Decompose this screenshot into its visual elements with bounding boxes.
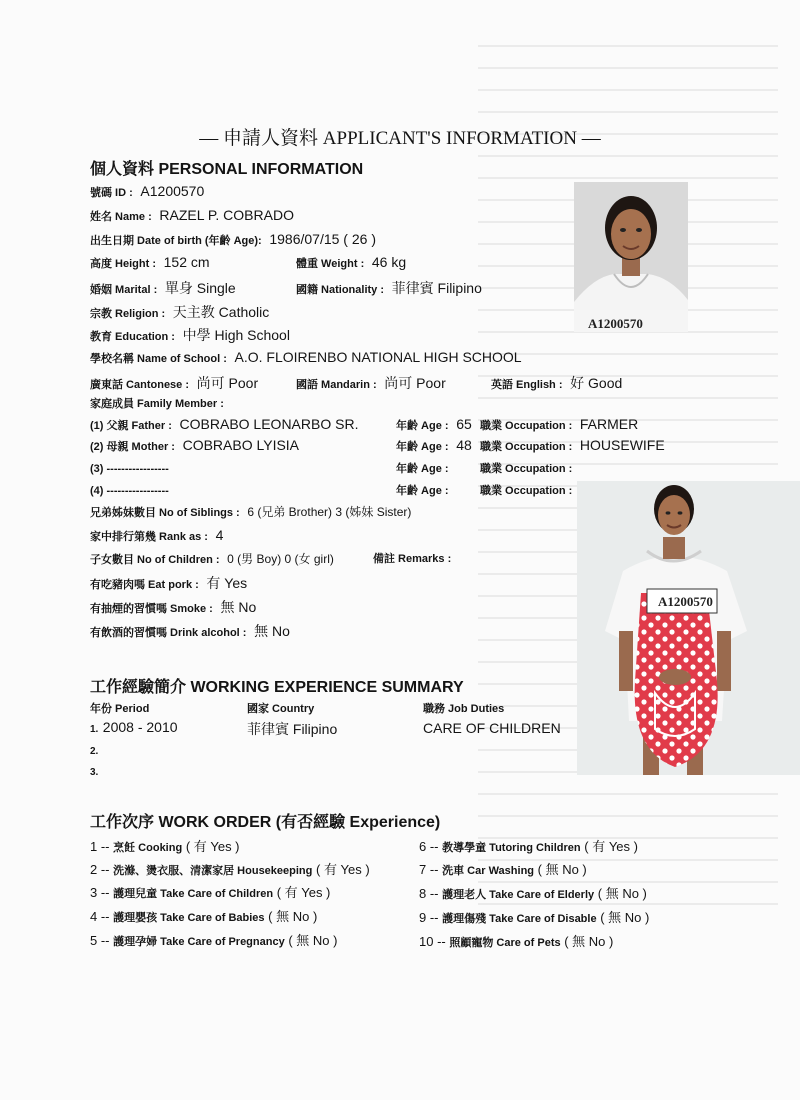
siblings-label: 兄弟姊妹數目 No of Siblings : <box>90 507 240 519</box>
family-age-mother: 年齡 Age : 48 <box>396 437 472 453</box>
id-row <box>90 183 204 200</box>
remarks-label: 備註 Remarks : <box>373 553 452 565</box>
col-country: 國家 Country <box>247 703 315 715</box>
family-occupation-father: 職業 Occupation : FARMER <box>480 416 639 432</box>
rank-row <box>90 527 223 544</box>
english-label: 英語 English : <box>491 379 563 391</box>
family-relation: (2) 母親 Mother : <box>90 441 175 453</box>
work-country: 菲律賓 Filipino <box>247 721 338 737</box>
weight-row <box>296 254 406 271</box>
family-occupation-3: 職業 Occupation : <box>480 463 573 475</box>
family-age-3: 年齡 Age : <box>396 463 449 475</box>
family-relation: (3) ----------------- <box>90 463 169 475</box>
religion-row <box>90 302 269 322</box>
drink-label: 有飲酒的習慣嗎 Drink alcohol : <box>90 627 247 639</box>
full-body-id-label: A1200570 <box>658 594 713 609</box>
work-order-item-2: 2 -- 洗滌、燙衣服、清潔家居 Housekeeping ( 有 Yes ) <box>90 862 370 877</box>
full-body-illustration <box>577 481 800 775</box>
work-order-item-1: 1 -- 烹飪 Cooking ( 有 Yes ) <box>90 839 240 854</box>
work-order-item-4: 4 -- 護理嬰孩 Take Care of Babies ( 無 No ) <box>90 909 318 924</box>
weight-value: 46 kg <box>371 254 407 270</box>
education-row <box>90 325 290 345</box>
mandarin-value: 尚可 Poor <box>384 375 446 391</box>
pork-label: 有吃豬肉嗎 Eat pork : <box>90 579 199 591</box>
drink-row <box>90 621 290 641</box>
headshot-id-label: A1200570 <box>588 316 643 331</box>
education-value: 中學 High School <box>182 327 290 343</box>
full-body-photo <box>577 481 800 775</box>
cantonese-row <box>90 373 258 393</box>
dob-row <box>90 231 376 248</box>
col-duties: 職務 Job Duties <box>423 703 505 715</box>
siblings-row <box>90 503 411 520</box>
name-row <box>90 207 294 224</box>
smoke-row <box>90 597 256 617</box>
col-period: 年份 Period <box>90 703 150 715</box>
children-value: 0 (男 Boy) 0 (女 girl) <box>227 552 334 566</box>
family-row-father <box>90 416 358 433</box>
nationality-label: 國籍 Nationality : <box>296 284 385 296</box>
family-relation: (4) ----------------- <box>90 485 169 497</box>
work-row-2: 2. <box>90 746 99 757</box>
name-label: 姓名 Name : <box>90 211 152 223</box>
height-value: 152 cm <box>163 254 210 270</box>
family-name: COBRABO LYISIA <box>182 437 300 453</box>
english-value: 好 Good <box>570 375 623 391</box>
working-heading: 工作經驗簡介 WORKING EXPERIENCE SUMMARY <box>90 679 464 696</box>
work-order-item-10: 10 -- 照顧寵物 Care of Pets ( 無 No ) <box>419 934 614 949</box>
id-value: A1200570 <box>140 183 205 199</box>
family-name: COBRABO LEONARBO SR. <box>179 416 359 432</box>
religion-label: 宗教 Religion : <box>90 308 166 320</box>
family-age-4: 年齡 Age : <box>396 485 449 497</box>
school-row <box>90 349 522 366</box>
height-label: 高度 Height : <box>90 258 156 270</box>
work-order-heading: 工作次序 WORK ORDER (有否經驗 Experience) <box>90 814 441 831</box>
children-label: 子女數目 No of Children : <box>90 554 220 566</box>
family-row-3 <box>90 460 169 475</box>
family-occupation-4: 職業 Occupation : <box>480 485 573 497</box>
work-order-item-7: 7 -- 洗車 Car Washing ( 無 No ) <box>419 862 587 877</box>
dob-value: 1986/07/15 ( 26 ) <box>269 231 376 247</box>
family-row-4 <box>90 482 169 497</box>
religion-value: 天主教 Catholic <box>172 304 270 320</box>
cantonese-label: 廣東話 Cantonese : <box>90 379 190 391</box>
cantonese-value: 尚可 Poor <box>196 375 259 391</box>
mandarin-row <box>296 373 446 393</box>
marital-value: 單身 Single <box>164 280 236 296</box>
weight-label: 體重 Weight : <box>296 258 365 270</box>
children-row <box>90 550 334 567</box>
work-duties: CARE OF CHILDREN <box>423 720 561 736</box>
work-row-3: 3. <box>90 767 99 778</box>
dob-label: 出生日期 Date of birth (年齡 Age): <box>90 235 262 247</box>
work-period: 2008 - 2010 <box>102 719 178 735</box>
work-order-item-6: 6 -- 教導學童 Tutoring Children ( 有 Yes ) <box>419 839 638 854</box>
remarks-row <box>373 550 451 566</box>
drink-value: 無 No <box>254 623 290 639</box>
work-order-item-5: 5 -- 護理孕婦 Take Care of Pregnancy ( 無 No ) <box>90 933 338 948</box>
work-row-1 <box>90 719 178 737</box>
headshot-illustration <box>574 182 688 332</box>
school-value: A.O. FLOIRENBO NATIONAL HIGH SCHOOL <box>234 349 522 365</box>
school-label: 學校名稱 Name of School : <box>90 353 227 365</box>
smoke-label: 有抽煙的習慣嗎 Smoke : <box>90 603 213 615</box>
mandarin-label: 國語 Mandarin : <box>296 379 377 391</box>
marital-label: 婚姻 Marital : <box>90 284 158 296</box>
work-row-number: 1. <box>90 724 99 735</box>
pork-row <box>90 573 247 593</box>
nationality-value: 菲律賓 Filipino <box>391 280 482 296</box>
english-row <box>491 373 622 393</box>
family-row-mother <box>90 437 299 454</box>
personal-heading: 個人資料 PERSONAL INFORMATION <box>90 161 364 178</box>
headshot-photo <box>574 182 688 332</box>
siblings-value: 6 (兄弟 Brother) 3 (姊妹 Sister) <box>247 505 412 519</box>
nationality-row <box>296 278 482 298</box>
work-order-item-8: 8 -- 護理老人 Take Care of Elderly ( 無 No ) <box>419 886 647 901</box>
marital-row <box>90 278 236 298</box>
rank-label: 家中排行第幾 Rank as : <box>90 531 208 543</box>
work-order-item-9: 9 -- 護理傷殘 Take Care of Disable ( 無 No ) <box>419 910 650 925</box>
family-label: 家庭成員 Family Member : <box>90 398 224 410</box>
height-row <box>90 254 210 271</box>
pork-value: 有 Yes <box>206 575 248 591</box>
education-label: 教育 Education : <box>90 331 175 343</box>
work-order-item-3: 3 -- 護理兒童 Take Care of Children ( 有 Yes ) <box>90 885 331 900</box>
family-occupation-mother: 職業 Occupation : HOUSEWIFE <box>480 437 665 453</box>
family-age-father: 年齡 Age : 65 <box>396 416 472 432</box>
rank-value: 4 <box>215 527 224 543</box>
smoke-value: 無 No <box>220 599 257 615</box>
family-relation: (1) 父親 Father : <box>90 420 172 432</box>
page-title: — 申請人資料 APPLICANT'S INFORMATION — <box>199 128 601 149</box>
name-value: RAZEL P. COBRADO <box>159 207 294 223</box>
id-label: 號碼 ID : <box>90 187 133 199</box>
